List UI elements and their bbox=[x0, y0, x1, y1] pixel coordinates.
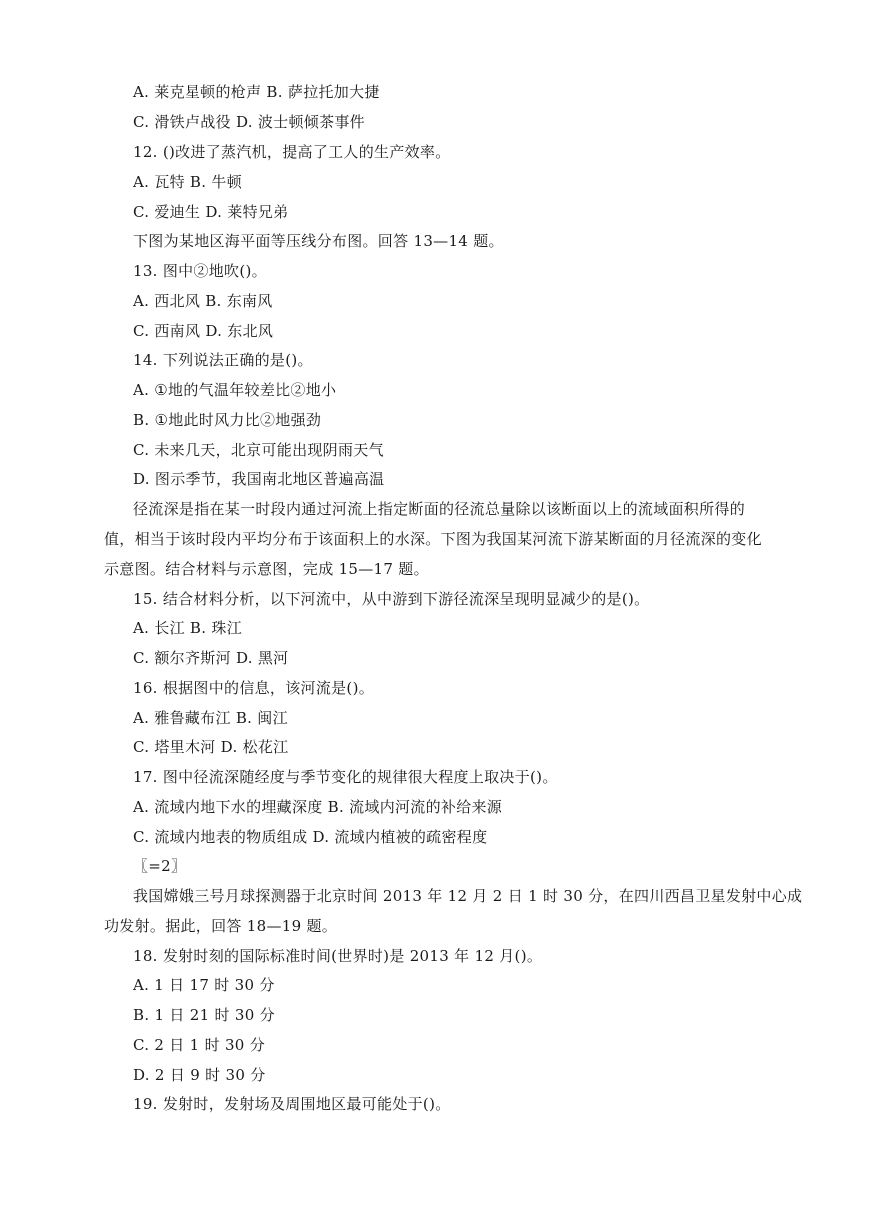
option-line-11cd: C. 滑铁卢战役 D. 波士顿倾茶事件 bbox=[133, 113, 365, 131]
passage-18-19-line-2: 功发射。据此，回答 18—19 题。 bbox=[104, 917, 338, 935]
question-17: 17. 图中径流深随经度与季节变化的规律很大程度上取决于()。 bbox=[133, 768, 558, 786]
option-14a: A. ①地的气温年较差比②地小 bbox=[133, 381, 337, 399]
format-marker: 〖=2〗 bbox=[133, 857, 187, 875]
passage-line-3: 示意图。结合材料与示意图，完成 15—17 题。 bbox=[104, 560, 429, 578]
option-line-17cd: C. 流域内地表的物质组成 D. 流域内植被的疏密程度 bbox=[133, 828, 488, 846]
option-line-17ab: A. 流域内地下水的埋藏深度 B. 流域内河流的补给来源 bbox=[133, 798, 503, 816]
option-14c: C. 未来几天，北京可能出现阴雨天气 bbox=[133, 441, 384, 459]
option-line-13cd: C. 西南风 D. 东北风 bbox=[133, 322, 274, 340]
question-16: 16. 根据图中的信息，该河流是()。 bbox=[133, 679, 375, 697]
option-line-12ab: A. 瓦特 B. 牛顿 bbox=[133, 173, 242, 191]
option-line-13ab: A. 西北风 B. 东南风 bbox=[133, 292, 273, 310]
option-18d: D. 2 日 9 时 30 分 bbox=[133, 1066, 266, 1084]
passage-line-1: 径流深是指在某一时段内通过河流上指定断面的径流总量除以该断面以上的流域面积所得的 bbox=[133, 500, 746, 518]
option-18c: C. 2 日 1 时 30 分 bbox=[133, 1036, 265, 1054]
question-13: 13. 图中②地吹()。 bbox=[133, 262, 267, 280]
option-line-11ab: A. 莱克星顿的枪声 B. 萨拉托加大捷 bbox=[133, 83, 380, 101]
question-15: 15. 结合材料分析，以下河流中，从中游到下游径流深呈现明显减少的是()。 bbox=[133, 590, 650, 608]
section-intro-13-14: 下图为某地区海平面等压线分布图。回答 13—14 题。 bbox=[133, 232, 504, 250]
option-line-16ab: A. 雅鲁藏布江 B. 闽江 bbox=[133, 709, 288, 727]
option-line-16cd: C. 塔里木河 D. 松花江 bbox=[133, 738, 289, 756]
question-14: 14. 下列说法正确的是()。 bbox=[133, 351, 313, 369]
question-18: 18. 发射时刻的国际标准时间(世界时)是 2013 年 12 月()。 bbox=[133, 947, 543, 965]
option-14d: D. 图示季节，我国南北地区普遍高温 bbox=[133, 470, 385, 488]
option-line-12cd: C. 爱迪生 D. 莱特兄弟 bbox=[133, 203, 289, 221]
option-14b: B. ①地此时风力比②地强劲 bbox=[133, 411, 322, 429]
option-line-15cd: C. 额尔齐斯河 D. 黑河 bbox=[133, 649, 289, 667]
passage-18-19-line-1: 我国嫦娥三号月球探测器于北京时间 2013 年 12 月 2 日 1 时 30 分，在四川西昌卫星发射中心成 bbox=[133, 887, 803, 905]
option-18a: A. 1 日 17 时 30 分 bbox=[133, 976, 275, 994]
question-12: 12. ()改进了蒸汽机，提高了工人的生产效率。 bbox=[133, 143, 451, 161]
question-19: 19. 发射时，发射场及周围地区最可能处于()。 bbox=[133, 1095, 451, 1113]
option-18b: B. 1 日 21 时 30 分 bbox=[133, 1006, 275, 1024]
option-line-15ab: A. 长江 B. 珠江 bbox=[133, 619, 242, 637]
passage-line-2: 值，相当于该时段内平均分布于该面积上的水深。下图为我国某河流下游某断面的月径流深的变化 bbox=[104, 530, 762, 548]
